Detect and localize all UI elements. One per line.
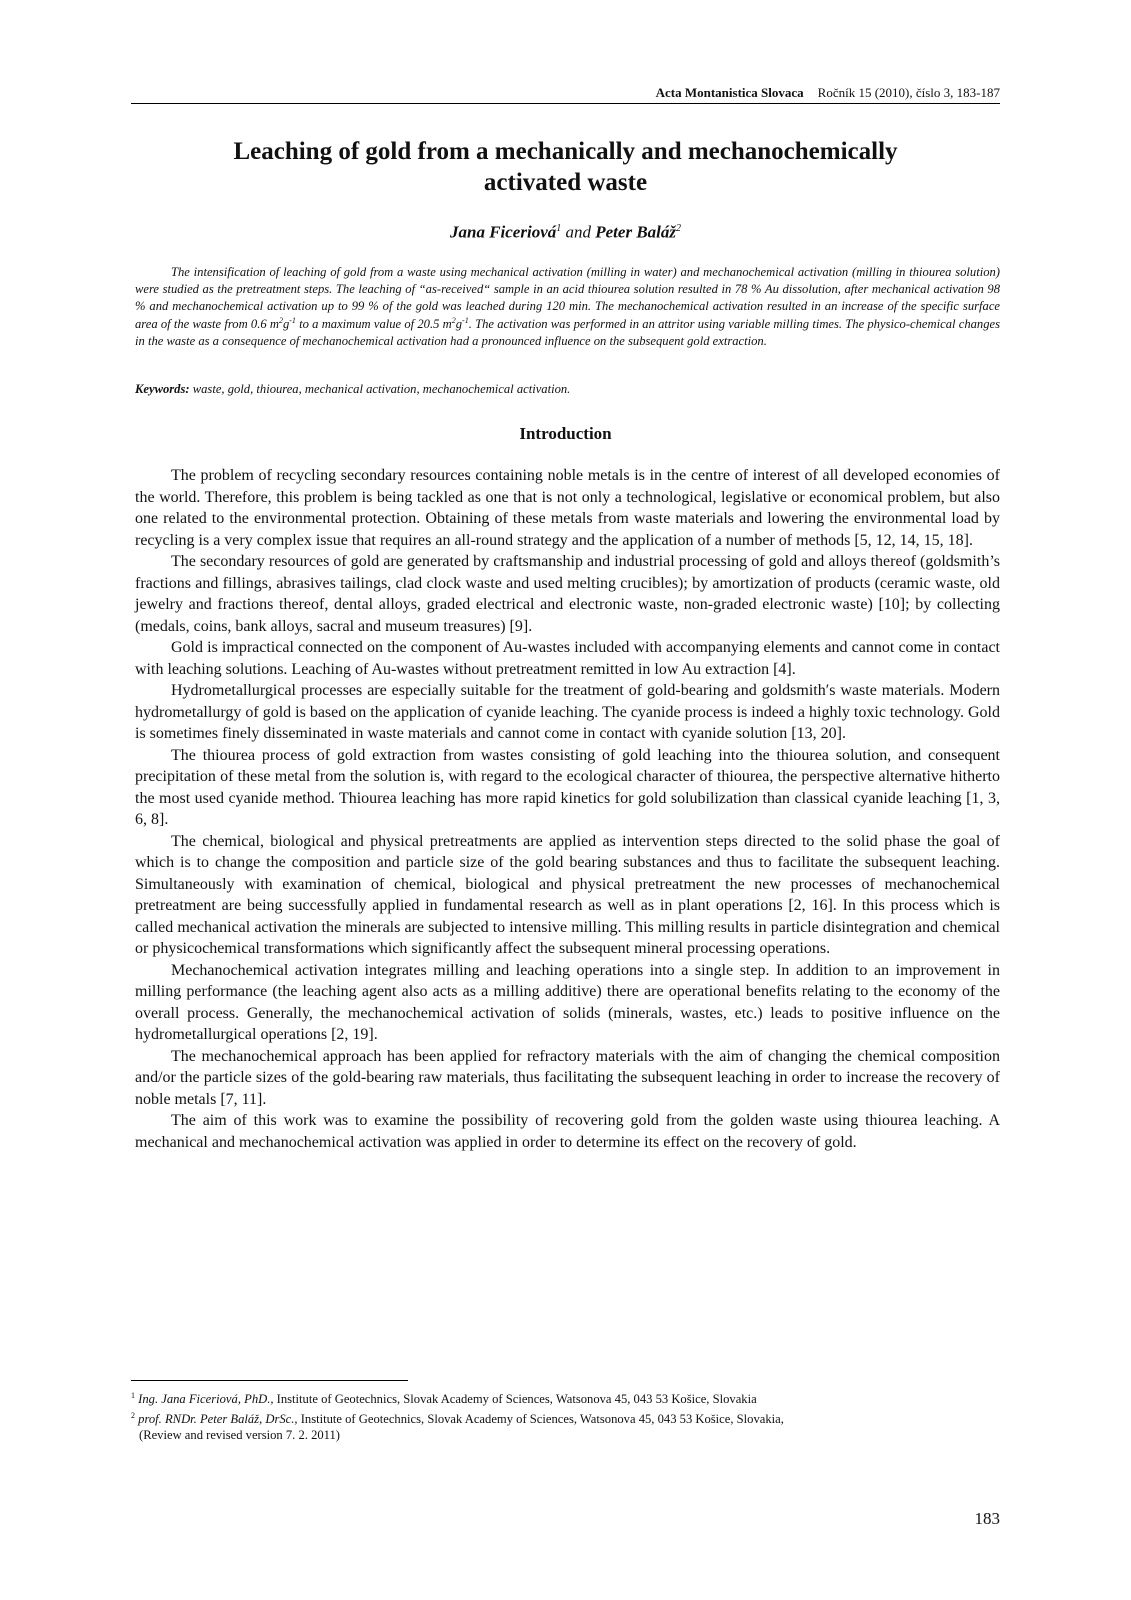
- abstract-sup-2: -1: [289, 315, 296, 325]
- keywords-text: waste, gold, thiourea, mechanical activation, mechanochemical activation.: [189, 382, 571, 396]
- footnotes: [131, 1388, 1000, 1444]
- journal-name: Acta Montanistica Slovaca: [655, 85, 804, 100]
- footnote-1-text: Institute of Geotechnics, Slovak Academy of Sciences, Watsonova 45, 043 53 Košice, Slovakia: [273, 1392, 757, 1407]
- abstract: [135, 264, 1000, 350]
- abstract-sup-4: -1: [462, 315, 469, 325]
- footnote-2-name: prof. RNDr. Peter Baláž, DrSc.,: [138, 1411, 298, 1426]
- paragraph: Mechanochemical activation integrates milling and leaching operations into a single step. In addition to an improvement in milling performance (the leaching agent also acts as a milling additive) there are operational benefits relating to the economy of the overall process. Generally, the mechanochemical activation of solids (minerals, wastes, etc.) leads to positive influence on the hydrometallurgical operations [2, 19].: [135, 961, 1000, 1043]
- abstract-text-3: to a maximum value of 20.5 m: [295, 316, 452, 331]
- review-note: (Review and revised version 7. 2. 2011): [139, 1428, 340, 1443]
- introduction-body: [135, 465, 1000, 1153]
- author-line: [131, 218, 1000, 244]
- author-1-mark: 1: [556, 223, 562, 234]
- author-2-mark: 2: [676, 223, 681, 234]
- header-divider: [131, 103, 1000, 104]
- footnote-1-mark: 1: [131, 1391, 135, 1400]
- abstract-sup-3: 2: [451, 315, 456, 325]
- paper-title: [131, 136, 1000, 198]
- abstract-text-1: The intensification of leaching of gold from a waste using mechanical activation (milling in water) and mechanochemical activation (milling in thiourea solution) were studied as the pretreatment steps. The leaching of “as-received“ sample in an acid thiourea solution resulted in 78 % Au dissolution, after mechanical activation 98 % and mechanochemical activation up to 99 % of the gold was leached during 120 min. The mechanochemical activation resulted in an increase of the specific surface area of the waste from 0.6 m: [135, 265, 1000, 331]
- running-header: [131, 84, 1000, 102]
- author-1: Jana Ficeriová: [450, 222, 557, 242]
- paragraph: The thiourea process of gold extraction from wastes consisting of gold leaching into the thiourea solution, and consequent precipitation of these metal from the solution is, with regard to the ecological character of thiourea, the perspective alternative hitherto the most used cyanide method. Thiourea leaching has more rapid kinetics for gold solubilization than classical cyanide leaching [1, 3, 6, 8].: [135, 746, 1000, 828]
- title-line-1: Leaching of gold from a mechanically and mechanochemically: [233, 138, 898, 165]
- abstract-sup-1: 2: [278, 315, 283, 325]
- author-conjunction: and: [565, 222, 591, 242]
- title-line-2: activated waste: [483, 169, 648, 196]
- volume-info: Ročník 15 (2010), číslo 3, 183-187: [817, 85, 1000, 100]
- footnote-divider: [131, 1380, 408, 1381]
- footnote-2-text: Institute of Geotechnics, Slovak Academy of Sciences, Watsonova 45, 043 53 Košice, Slovakia,: [297, 1411, 784, 1426]
- page-number: 183: [974, 1509, 1000, 1528]
- abstract-text-2: g: [282, 316, 290, 331]
- abstract-text-5: . The activation was performed in an attritor using variable milling times. The physico-chemical changes in the waste as a consequence of mechanochemical activation had a pronounced influence on the subsequent gold extraction.: [135, 316, 1000, 348]
- section-heading-introduction: Introduction: [519, 424, 612, 443]
- author-2: Peter Baláž: [595, 222, 676, 242]
- footnote-1: [131, 1388, 1000, 1408]
- paragraph: The chemical, biological and physical pretreatments are applied as intervention steps directed to the solid phase the goal of which is to change the composition and particle size of the gold bearing substances and thus to facilitate the subsequent leaching. Simultaneously with examination of chemical, biological and physical pretreatment the new processes of mechanochemical pretreatment are being successfully applied in fundamental research as well as in plant operations [2, 16]. In this process which is called mechanical activation the minerals are subjected to intensive milling. This milling results in particle disintegration and chemical or physicochemical transformations which significantly affect the subsequent mineral processing operations.: [135, 832, 1000, 957]
- footnote-1-name: Ing. Jana Ficeriová, PhD.,: [138, 1392, 274, 1407]
- paragraph: Gold is impractical connected on the component of Au-wastes included with accompanying elements and cannot come in contact with leaching solutions. Leaching of Au-wastes without pretreatment remitted in low Au extraction [4].: [135, 639, 1000, 678]
- footnote-2: [131, 1408, 1000, 1428]
- paragraph: The aim of this work was to examine the possibility of recovering gold from the golden waste using thiourea leaching. A mechanical and mechanochemical activation was applied in order to determine its effect on the recovery of gold.: [135, 1112, 1000, 1151]
- abstract-text-4: g: [455, 316, 463, 331]
- paragraph: Hydrometallurgical processes are especially suitable for the treatment of gold-bearing and goldsmith′s waste materials. Modern hydrometallurgy of gold is based on the application of cyanide leaching. The cyanide process is indeed a highly toxic technology. Gold is sometimes finely disseminated in waste materials and cannot come in contact with cyanide solution [13, 20].: [135, 682, 1000, 742]
- keywords: [135, 381, 1000, 398]
- keywords-label: Keywords:: [135, 382, 190, 396]
- paragraph: The mechanochemical approach has been applied for refractory materials with the aim of changing the chemical composition and/or the particle sizes of the gold-bearing raw materials, thus facilitating the subsequent leaching in order to increase the recovery of noble metals [7, 11].: [135, 1047, 1000, 1108]
- footnote-2-mark: 2: [131, 1410, 135, 1420]
- paragraph: The problem of recycling secondary resources containing noble metals is in the centre of interest of all developed economies of the world. Therefore, this problem is being tackled as one that is not only a technological, legislative or economical problem, but also one related to the environmental protection. Obtaining of these metals from waste materials and lowering the environmental load by recycling is a very complex issue that requires an all-round strategy and the application of a number of methods [5, 12, 14, 15, 18].: [135, 467, 1000, 549]
- paragraph: The secondary resources of gold are generated by craftsmanship and industrial processing of gold and alloys thereof (goldsmith’s fractions and fillings, abrasives tailings, clad clock waste and used melting crucibles); by amortization of products (ceramic waste, old jewelry and fractions thereof, dental alloys, graded electrical and electronic waste, non-graded electronic waste) [10]; by collecting (medals, coins, bank alloys, sacral and museum treasures) [9].: [135, 553, 1000, 635]
